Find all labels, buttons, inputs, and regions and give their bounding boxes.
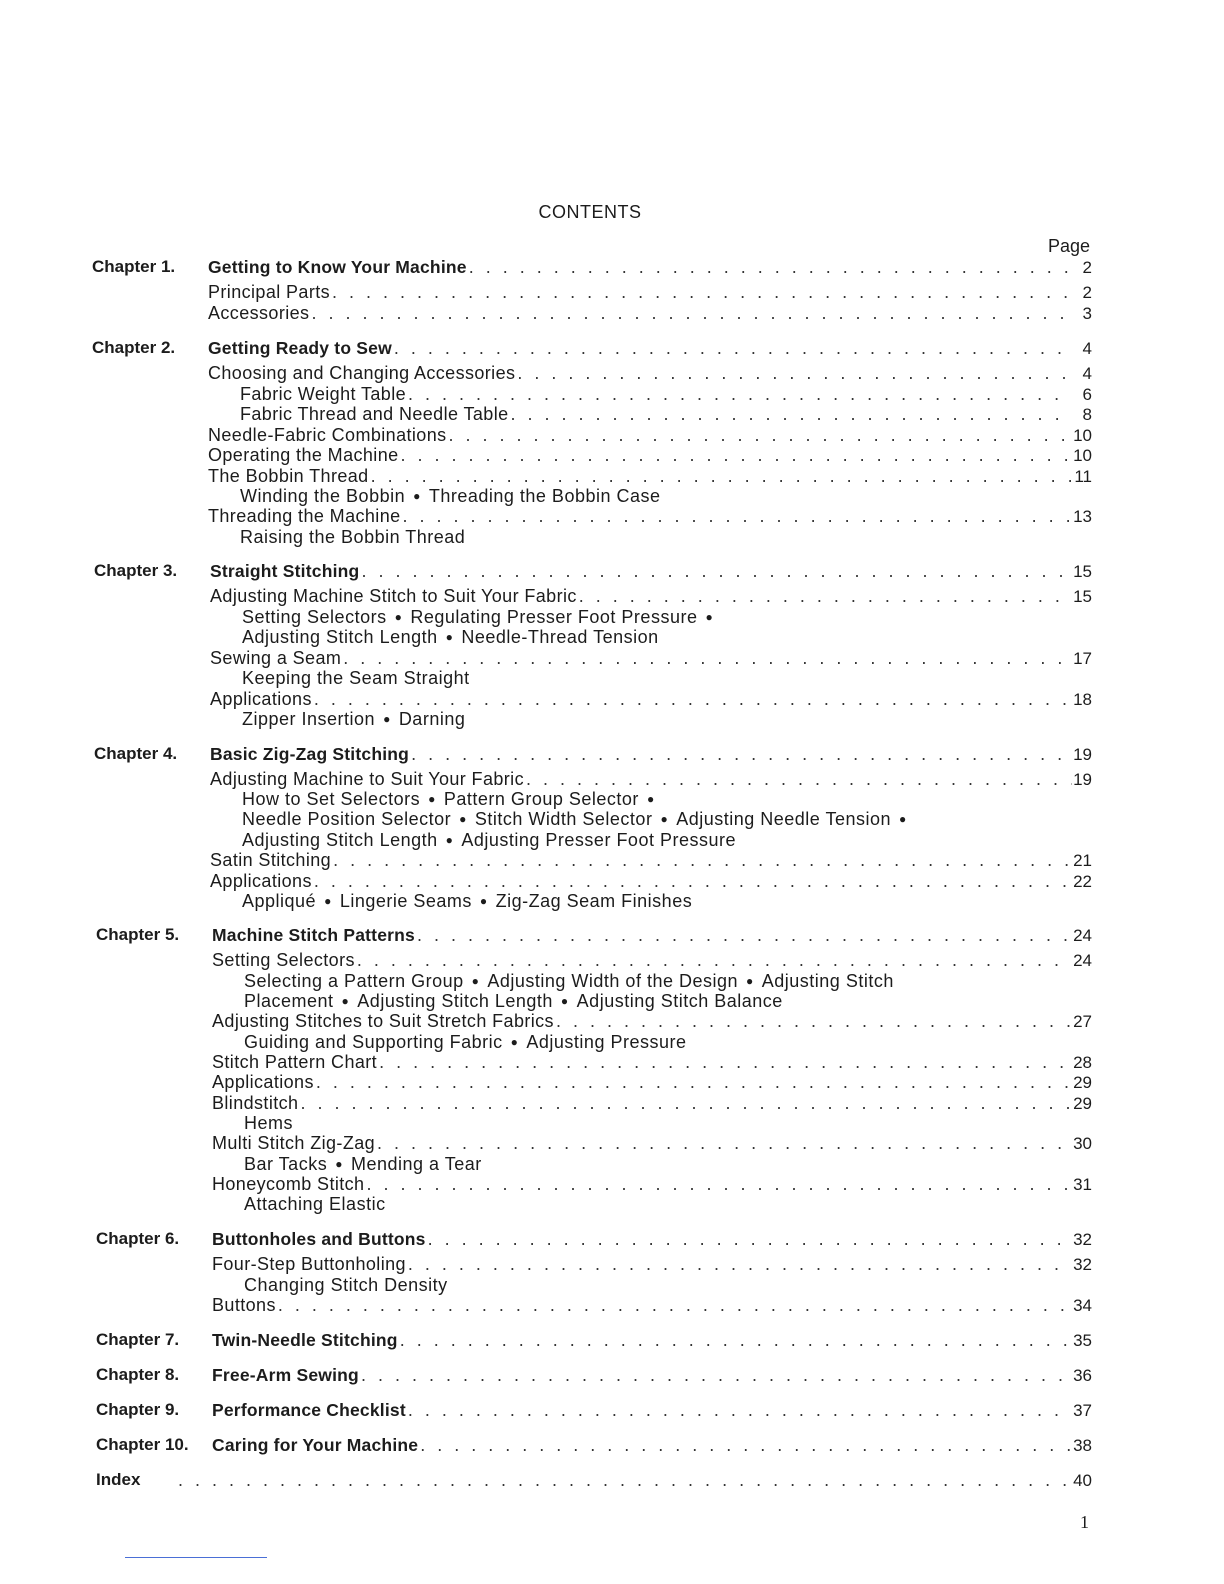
bullet-icon: ● (510, 1035, 519, 1049)
chapter-number: Chapter 3. (94, 561, 178, 580)
subtopic: Hems (244, 1113, 294, 1133)
subtopic: Adjusting Needle Tension (676, 809, 891, 829)
chapter-number: Chapter 1. (92, 257, 176, 276)
chapter-entry (208, 256, 1092, 278)
subtopic-line (242, 808, 915, 830)
footer-rule (125, 1557, 267, 1558)
dot-leader (420, 1434, 1072, 1456)
page-number: 1 (1080, 1512, 1089, 1532)
entry-title: Getting Ready to Sew (208, 338, 392, 358)
entry-title: Applications (212, 1072, 314, 1092)
entry-title: Free-Arm Sewing (212, 1365, 359, 1385)
chapter-entry (212, 1228, 1092, 1250)
subtopic: Guiding and Supporting Fabric (244, 1032, 503, 1052)
entry-page-number: 11 (1074, 467, 1092, 486)
entry-page-number: 22 (1073, 872, 1092, 891)
dot-leader (556, 1010, 1072, 1032)
entry-page-number: 37 (1073, 1401, 1092, 1420)
bullet-icon: ● (660, 812, 669, 826)
chapter-entry (176, 1469, 1092, 1491)
subtopic: Adjusting Presser Foot Pressure (461, 830, 736, 850)
bullet-icon: ● (394, 610, 403, 624)
entry-title: Performance Checklist (212, 1400, 406, 1420)
entry-title: Sewing a Seam (210, 648, 342, 668)
subtopic: Adjusting Width of the Design (487, 971, 739, 991)
entry-page-number: 2 (1082, 258, 1092, 277)
subtopic: Selecting a Pattern Group (244, 971, 464, 991)
entry-title: Twin-Needle Stitching (212, 1330, 398, 1350)
bullet-icon: ● (341, 994, 350, 1008)
entry-title: Caring for Your Machine (212, 1435, 419, 1455)
entry-page-number: 4 (1082, 339, 1092, 358)
subtopic: Changing Stitch Density (244, 1275, 448, 1295)
bullet-icon: ● (560, 994, 569, 1008)
section-entry (210, 688, 1092, 710)
section-entry (240, 383, 1092, 405)
dot-leader (428, 1228, 1072, 1250)
chapter-entry (212, 924, 1092, 946)
dot-leader (361, 1364, 1072, 1386)
chapter-number: Chapter 5. (96, 925, 180, 944)
dot-leader (517, 362, 1072, 384)
dot-leader (400, 1329, 1072, 1351)
section-entry (212, 1173, 1092, 1195)
entry-title: Operating the Machine (208, 445, 399, 465)
dot-leader (311, 302, 1072, 324)
subtopic-line (242, 829, 736, 851)
subtopic: Threading the Bobbin Case (428, 486, 661, 506)
entry-page-number: 10 (1073, 446, 1092, 465)
bullet-icon: ● (479, 894, 488, 908)
dot-leader (361, 560, 1072, 582)
entry-page-number: 4 (1082, 364, 1092, 383)
entry-page-number: 13 (1073, 507, 1092, 526)
subtopic: Adjusting Stitch Length (357, 991, 553, 1011)
entry-title: Buttons (212, 1295, 276, 1315)
subtopic: Darning (398, 709, 466, 729)
entry-page-number: 29 (1073, 1094, 1092, 1113)
section-entry (212, 1294, 1092, 1316)
dot-leader (579, 585, 1072, 607)
dot-leader (343, 647, 1072, 669)
chapter-entry (212, 1364, 1092, 1386)
entry-title: Basic Zig-Zag Stitching (210, 744, 410, 764)
dot-leader (377, 1132, 1072, 1154)
subtopic: Winding the Bobbin (240, 486, 406, 506)
dot-leader (357, 949, 1072, 971)
contents-title: CONTENTS (538, 202, 642, 222)
section-entry (210, 870, 1092, 892)
dot-leader (314, 870, 1072, 892)
bullet-icon: ● (899, 812, 907, 826)
section-entry (212, 949, 1092, 971)
subtopic: Needle Position Selector (242, 809, 452, 829)
entry-page-number: 17 (1073, 649, 1092, 668)
entry-title: Fabric Thread and Needle Table (240, 404, 509, 424)
bullet-icon: ● (471, 974, 480, 988)
bullet-icon: ● (383, 712, 391, 726)
subtopic-line (240, 526, 465, 548)
chapter-number: Chapter 6. (96, 1229, 180, 1248)
chapter-entry (208, 337, 1092, 359)
section-entry (210, 647, 1092, 669)
bullet-icon: ● (413, 489, 421, 503)
entry-page-number: 27 (1073, 1012, 1092, 1031)
entry-page-number: 38 (1073, 1436, 1092, 1455)
dot-leader (371, 465, 1072, 487)
subtopic: Adjusting Stitch Balance (576, 991, 783, 1011)
entry-title: Principal Parts (208, 282, 331, 302)
entry-title: Satin Stitching (210, 850, 332, 870)
dot-leader (408, 1253, 1072, 1275)
subtopic: Bar Tacks (244, 1154, 328, 1174)
entry-page-number: 32 (1073, 1230, 1092, 1249)
chapter-number: Chapter 2. (92, 338, 176, 357)
subtopic: How to Set Selectors (242, 789, 421, 809)
dot-leader (394, 337, 1072, 359)
dot-leader (379, 1051, 1072, 1073)
entry-title: Stitch Pattern Chart (212, 1052, 378, 1072)
section-entry (240, 403, 1092, 425)
entry-title: Adjusting Machine to Suit Your Fabric (210, 769, 524, 789)
entry-title: Buttonholes and Buttons (212, 1229, 426, 1249)
entry-page-number: 3 (1082, 304, 1092, 323)
section-entry (210, 585, 1092, 607)
subtopic-line (244, 1193, 386, 1215)
dot-leader (511, 403, 1073, 425)
section-entry (210, 849, 1092, 871)
entry-title: The Bobbin Thread (208, 466, 369, 486)
entry-page-number: 40 (1073, 1471, 1092, 1490)
entry-title: Blindstitch (212, 1093, 299, 1113)
section-entry (212, 1010, 1092, 1032)
section-entry (208, 302, 1092, 324)
entry-title: Accessories (208, 303, 310, 323)
chapter-number: Chapter 4. (94, 744, 178, 763)
chapter-entry (212, 1399, 1092, 1421)
entry-title: Needle-Fabric Combinations (208, 425, 447, 445)
entry-page-number: 21 (1073, 851, 1092, 870)
dot-leader (408, 383, 1072, 405)
entry-title: Machine Stitch Patterns (212, 925, 415, 945)
subtopic-line (244, 1153, 482, 1175)
dot-leader (314, 688, 1072, 710)
subtopic: Adjusting Stitch Length (242, 627, 438, 647)
subtopic-line (242, 626, 659, 648)
subtopic: Stitch Width Selector (474, 809, 653, 829)
entry-title: Getting to Know Your Machine (208, 257, 467, 277)
bullet-icon: ● (746, 974, 754, 988)
dot-leader (300, 1092, 1072, 1114)
entry-page-number: 24 (1073, 951, 1092, 970)
entry-title: Adjusting Machine Stitch to Suit Your Fabric (210, 586, 577, 606)
dot-leader (178, 1469, 1072, 1491)
bullet-icon: ● (705, 610, 714, 624)
subtopic: Pattern Group Selector (443, 789, 639, 809)
section-entry (210, 768, 1092, 790)
subtopic: Raising the Bobbin Thread (240, 527, 466, 547)
subtopic-line (240, 485, 661, 507)
subtopic: Regulating Presser Foot Pressure (410, 607, 698, 627)
entry-page-number: 8 (1082, 405, 1092, 424)
subtopic: Setting Selectors (242, 607, 387, 627)
subtopic: Keeping the Seam Straight (242, 668, 470, 688)
dot-leader (417, 924, 1072, 946)
dot-leader (316, 1071, 1072, 1093)
dot-leader (278, 1294, 1072, 1316)
entry-title: Threading the Machine (208, 506, 401, 526)
section-entry (208, 362, 1092, 384)
subtopic-line (242, 708, 465, 730)
bullet-icon: ● (428, 792, 436, 806)
entry-title: Choosing and Changing Accessories (208, 363, 516, 383)
subtopic-line (242, 788, 663, 810)
entry-page-number: 18 (1073, 690, 1092, 709)
section-entry (212, 1071, 1092, 1093)
subtopic: Appliqué (242, 891, 317, 911)
subtopic: Adjusting Pressure (526, 1032, 687, 1052)
subtopic-line (244, 1112, 293, 1134)
section-entry (208, 505, 1092, 527)
subtopic-line (244, 970, 894, 992)
entry-title: Fabric Weight Table (240, 384, 407, 404)
chapter-entry (212, 1329, 1092, 1351)
subtopic: Needle-Thread Tension (461, 627, 659, 647)
chapter-number: Chapter 10. (96, 1435, 189, 1454)
subtopic: Adjusting Stitch (761, 971, 894, 991)
dot-leader (333, 849, 1072, 871)
entry-page-number: 10 (1073, 426, 1092, 445)
bullet-icon: ● (459, 812, 467, 826)
subtopic-line (244, 1031, 686, 1053)
subtopic: Zig-Zag Seam Finishes (495, 891, 693, 911)
subtopic: Placement (244, 991, 334, 1011)
entry-page-number: 19 (1073, 745, 1092, 764)
entry-page-number: 15 (1073, 587, 1092, 606)
bullet-icon: ● (324, 894, 332, 908)
bullet-icon: ● (445, 833, 454, 847)
dot-leader (403, 505, 1072, 527)
section-entry (208, 444, 1092, 466)
entry-page-number: 32 (1073, 1255, 1092, 1274)
subtopic-line (244, 990, 783, 1012)
subtopic-line (242, 667, 470, 689)
page-column-heading: Page (1047, 236, 1090, 256)
subtopic: Attaching Elastic (244, 1194, 386, 1214)
chapter-number: Chapter 9. (96, 1400, 180, 1419)
chapter-entry (210, 560, 1092, 582)
entry-page-number: 24 (1073, 926, 1092, 945)
subtopic: Lingerie Seams (339, 891, 472, 911)
entry-title: Setting Selectors (212, 950, 355, 970)
entry-title: Adjusting Stitches to Suit Stretch Fabrics (212, 1011, 554, 1031)
subtopic: Zipper Insertion (242, 709, 376, 729)
entry-page-number: 28 (1073, 1053, 1092, 1072)
subtopic: Adjusting Stitch Length (242, 830, 438, 850)
dot-leader (332, 281, 1072, 303)
dot-leader (411, 743, 1072, 765)
subtopic-line (242, 890, 692, 912)
dot-leader (401, 444, 1072, 466)
chapter-number: Chapter 7. (96, 1330, 180, 1349)
entry-title: Multi Stitch Zig-Zag (212, 1133, 376, 1153)
section-entry (212, 1051, 1092, 1073)
entry-page-number: 36 (1073, 1366, 1092, 1385)
entry-title: Straight Stitching (210, 561, 360, 581)
section-entry (212, 1132, 1092, 1154)
section-entry (208, 465, 1092, 487)
entry-title: Honeycomb Stitch (212, 1174, 365, 1194)
section-entry (208, 424, 1092, 446)
entry-page-number: 29 (1073, 1073, 1092, 1092)
section-entry (208, 281, 1092, 303)
entry-page-number: 34 (1073, 1296, 1092, 1315)
dot-leader (526, 768, 1072, 790)
entry-page-number: 19 (1073, 770, 1092, 789)
dot-leader (366, 1173, 1072, 1195)
section-entry (212, 1253, 1092, 1275)
chapter-number: Chapter 8. (96, 1365, 180, 1384)
dot-leader (408, 1399, 1072, 1421)
bullet-icon: ● (335, 1157, 343, 1171)
entry-page-number: 6 (1082, 385, 1092, 404)
dot-leader (469, 256, 1072, 278)
chapter-number: Index (96, 1470, 141, 1489)
entry-page-number: 35 (1073, 1331, 1092, 1350)
subtopic-line (244, 1274, 448, 1296)
entry-page-number: 2 (1082, 283, 1092, 302)
section-entry (212, 1092, 1092, 1114)
entry-page-number: 31 (1073, 1175, 1092, 1194)
dot-leader (449, 424, 1072, 446)
entry-title: Four-Step Buttonholing (212, 1254, 406, 1274)
subtopic: Mending a Tear (350, 1154, 482, 1174)
entry-title: Applications (210, 689, 312, 709)
entry-page-number: 15 (1073, 562, 1092, 581)
bullet-icon: ● (445, 630, 454, 644)
chapter-entry (212, 1434, 1092, 1456)
entry-title: Applications (210, 871, 312, 891)
entry-page-number: 30 (1073, 1134, 1092, 1153)
bullet-icon: ● (646, 792, 655, 806)
chapter-entry (210, 743, 1092, 765)
subtopic-line (242, 606, 721, 628)
